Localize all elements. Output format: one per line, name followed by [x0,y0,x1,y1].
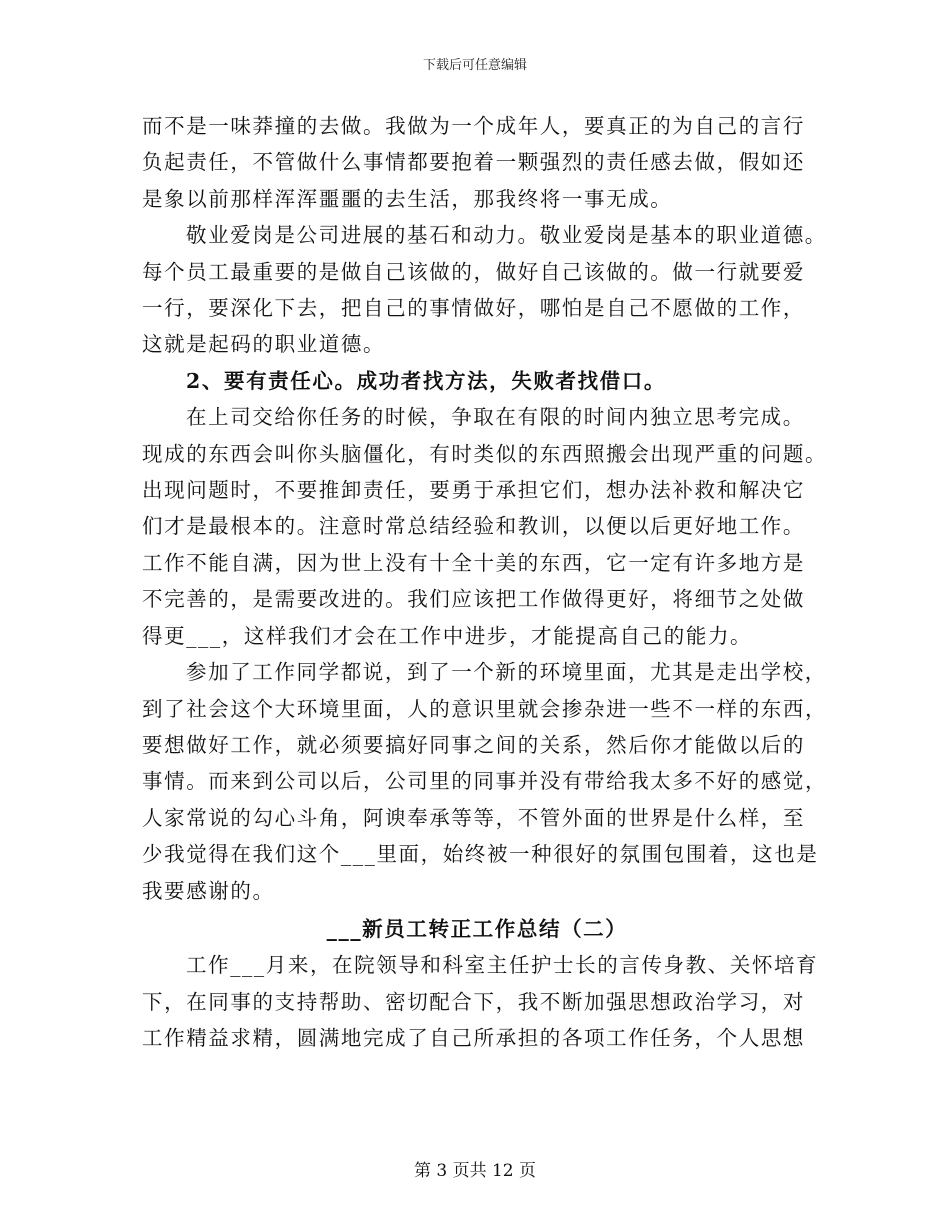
text-line: 一行，要深化下去，把自己的事情做好，哪怕是自己不愿做的工作， [142,296,805,321]
text-line: 到了社会这个大环境里面，人的意识里就会掺杂进一些不一样的东西， [142,696,828,721]
text-line: 敬业爱岗是公司进展的基石和动力。敬业爱岗是基本的职业道德。 [186,223,827,248]
text-line: 在上司交给你任务的时候，争取在有限的时间内独立思考完成。 [186,405,805,430]
text-line: 而不是一味莽撞的去做。我做为一个成年人，要真正的为自己的言行 [142,114,805,138]
heading-text: 2、要有责任心。成功者找方法，失败者找借口。 [186,368,666,393]
text-line: 工作___月来，在院领导和科室主任护士长的言传身教、关怀培育 [186,953,819,978]
text-line: 参加了工作同学都说，到了一个新的环境里面，尤其是走出学校， [186,660,827,685]
text-line: 是象以前那样浑浑噩噩的去生活，那我终将一事无成。 [142,186,673,211]
text-line: 要想做好工作，就必须要搞好同事之间的关系，然后你才能做以后的 [142,732,805,757]
text-line: 工作精益求精，圆满地完成了自己所承担的各项工作任务，个人思想 [142,1026,805,1051]
paragraph-summary [142,947,819,1056]
text-line: 下，在同事的支持帮助、密切配合下，我不断加强思想政治学习，对 [142,989,805,1014]
text-line: 们才是最根本的。注意时常总结经验和教训，以便以后更好地工作。 [142,514,805,539]
text-line: 这就是起码的职业道德。 [142,332,386,357]
paragraph-continuation [142,108,812,217]
paragraph-responsibility [142,399,828,654]
section-heading [142,363,812,399]
text-line: 我要感谢的。 [142,878,275,903]
section-title [142,911,812,947]
text-line: 每个员工最重要的是做自己该做的，做好自己该做的。做一行就要爱 [142,259,805,284]
text-line: 现成的东西会叫你头脑僵化，有时类似的东西照搬会出现严重的问题。 [142,441,828,466]
page-header: 下载后可任意编辑 [422,58,527,73]
text-line: 出现问题时，不要推卸责任，要勇于承担它们，想办法补救和解决它 [142,478,805,503]
page-footer: 第 3 页共 12 页 [413,1161,537,1181]
text-line: 不完善的，是需要改进的。我们应该把工作做得更好，将细节之处做 [142,587,805,612]
paragraph-dedication [142,217,827,363]
text-line: 得更___，这样我们才会在工作中进步，才能提高自己的能力。 [142,623,753,648]
text-line: 负起责任，不管做什么事情都要抱着一颗强烈的责任感去做，假如还 [142,150,805,175]
text-line: 人家常说的勾心斗角，阿谀奉承等等，不管外面的世界是什么样，至 [142,805,805,830]
document-body [142,108,828,1057]
text-line: 工作不能自满，因为世上没有十全十美的东西，它一定有许多地方是 [142,550,805,575]
paragraph-colleagues [142,654,828,909]
title-text: ___新员工转正工作总结（二） [326,916,628,941]
text-line: 事情。而来到公司以后，公司里的同事并没有带给我太多不好的感觉， [142,769,828,794]
text-line: 少我觉得在我们这个___里面，始终被一种很好的氛围包围着，这也是 [142,842,819,867]
